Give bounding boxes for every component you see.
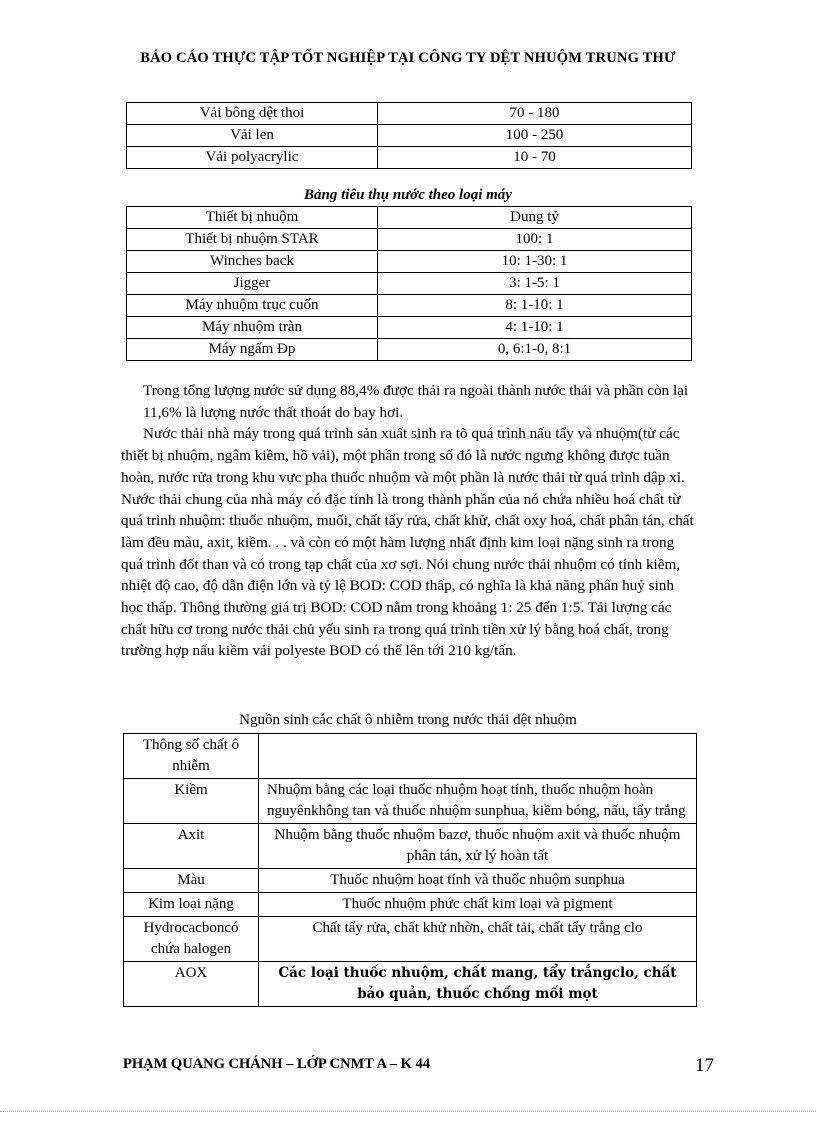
table-row: Kim loại nặng Thuốc nhuộm phức chất kim loại và pigment: [124, 893, 697, 917]
paragraph: Trong tổng lượng nước sử dụng 88,4% được thải ra ngoài thành nước thải và phần còn lại 11,6% là lượng nước thất thoát do bay hơi.: [143, 382, 689, 421]
page-number: 17: [695, 1055, 714, 1076]
paragraph: Nước thải nhà máy trong quá trình sản xuất sinh ra tõ quá trình nấu tẩy và nhuộm(từ các thiết bị nhuộm, ngâm kiềm, hồ vải), một phần trong số đó là nước ngưng không được tuần hoàn, nước rửa trong khu vực pha thuốc nhuộm và một phần là nước thải từ quá trình dập xỉ.: [121, 425, 685, 486]
paragraph: Nước thải chung của nhà máy có đặc tính là trong thành phần của nó chứa nhiều hoá chất từ quá trình nhuộm: thuốc nhuộm, muối, chất tẩy rửa, chất khử, chất oxy hoá, chất phân tán, chất làm đều màu, axit, kiềm. . . và còn có một hàm lượng nhất định kim loại nặng sinh ra trong quá trình đốt than và có trong tạp chất của xơ sợi. Nói chung nước thải nhuộm có tính kiềm, nhiệt độ cao, độ dẫn điện lớn và tỷ lệ BOD: COD thấp, có nghĩa là khả năng phân huỷ sinh học thấp. Thông thường giá trị BOD: COD nằm trong khoảng 1: 25 đến 1:5. Tải lượng các chất hữu cơ trong nước thải chủ yếu sinh ra trong quá trình tiền xử lý bằng hoá chất, trong trường hợp nấu kiềm vải polyeste BOD có thể lên tới 210 kg/tấn.: [121, 490, 694, 660]
table-row: AOX Các loại thuốc nhuộm, chất mang, tẩy trắngclo, chất bảo quản, thuốc chống mối mọt: [124, 962, 697, 1007]
table-row: Máy nhuộm trục cuốn 8: 1-10: 1: [127, 295, 692, 317]
page-footer: PHẠM QUANG CHÁNH – LỚP CNMT A – K 44: [123, 1056, 431, 1072]
table-row: Axit Nhuộm bằng thuốc nhuộm bazơ, thuốc nhuộm axit và thuốc nhuộm phân tán, xử lý hoàn tất: [124, 824, 697, 869]
page-header: BÁO CÁO THỰC TẬP TỐT NGHIỆP TẠI CÔNG TY DỆT NHUỘM TRUNG THƯ: [140, 50, 676, 66]
table-row: Thiết bị nhuộm STAR 100: 1: [127, 229, 692, 251]
table2-caption: Bảng tiêu thụ nước theo loại máy: [304, 187, 512, 203]
table-row: Jigger 3: 1-5: 1: [127, 273, 692, 295]
table-row: Kiềm Nhuộm bằng các loại thuốc nhuộm hoạt tính, thuốc nhuộm hoàn nguyênkhông tan và thuốc nhuộm sunphua, kiềm bóng, nấu, tẩy trắng: [124, 779, 697, 824]
table3-caption: Nguồn sinh các chất ô nhiễm trong nước thải dệt nhuộm: [239, 712, 577, 728]
pollutant-source-table: [123, 733, 697, 1007]
table-row: Vải len 100 - 250: [127, 125, 692, 147]
table-row: Máy ngấm Đp 0, 6:1-0, 8:1: [127, 339, 692, 361]
table-row: Thông số chất ô nhiễm: [124, 734, 697, 779]
table-row: Thiết bị nhuộm Dung tỷ: [127, 207, 692, 229]
machine-water-table: [126, 206, 692, 361]
divider: [0, 1111, 816, 1112]
table-row: Vải polyacrylic 10 - 70: [127, 147, 692, 169]
table-row: Màu Thuốc nhuộm hoạt tính và thuốc nhuộm sunphua: [124, 869, 697, 893]
table-row: Máy nhuộm tràn 4: 1-10: 1: [127, 317, 692, 339]
table-row: Winches back 10: 1-30: 1: [127, 251, 692, 273]
fiber-water-table: [126, 102, 692, 169]
body-text: [121, 380, 696, 662]
table-row: Hydrocacboncó chứa halogen Chất tẩy rửa, chất khử nhờn, chất tải, chất tẩy trắng clo: [124, 917, 697, 962]
table-row: Vải bông dệt thoi 70 - 180: [127, 103, 692, 125]
